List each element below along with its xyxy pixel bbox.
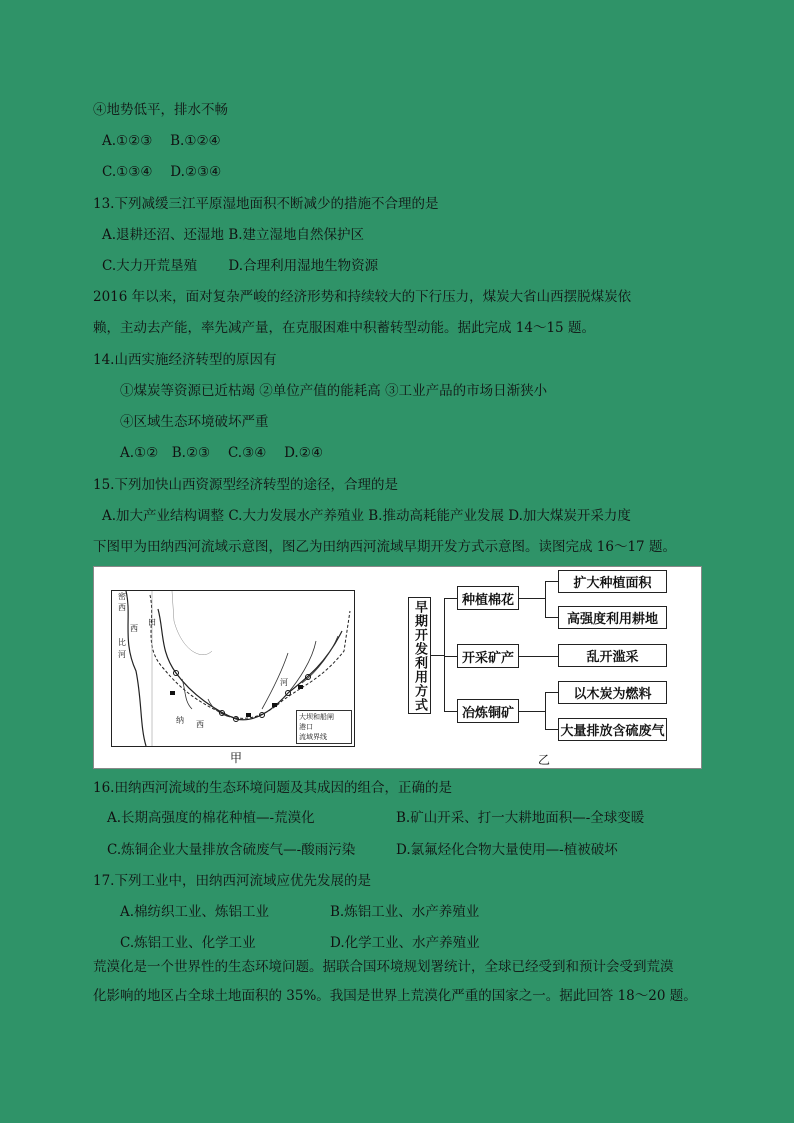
answer-choice-b: B.炼铝工业、水产养殖业: [330, 904, 480, 920]
connector: [545, 581, 546, 618]
passage-text: 赖，主动去产能，率先减产量，在克服困难中积蓄转型动能。据此完成 14～15 题。: [93, 320, 595, 336]
effect-box: 大量排放含硫废气: [558, 718, 667, 741]
connector: [444, 711, 457, 712]
connector: [519, 656, 558, 657]
effect-box: 扩大种植面积: [558, 570, 667, 593]
connector: [545, 692, 558, 693]
map-label: 比: [118, 638, 126, 647]
map-legend: [296, 710, 352, 744]
method-box: 冶炼铜矿: [457, 699, 519, 723]
passage-text: 荒漠化是一个世界性的生态环境问题。据联合国环境规划署统计，全球已经受到和预计会受到荒漠: [93, 959, 674, 975]
answer-choices: A.①② B.②③ C.③④ D.②④: [120, 445, 323, 461]
option-line: ④地势低平，排水不畅: [93, 102, 228, 118]
map-label: 河: [118, 650, 126, 659]
diagram-root-box: 早期开发利用方式: [408, 597, 431, 714]
question-16: 16.田纳西河流域的生态环境问题及其成因的组合，正确的是: [93, 780, 452, 796]
answer-choices: C.大力开荒垦殖 D.合理利用湿地生物资源: [102, 258, 379, 274]
passage-text: 2016 年以来，面对复杂严峻的经济形势和持续较大的下行压力，煤炭大省山西摆脱煤炭依: [93, 289, 632, 305]
connector: [545, 692, 546, 730]
answer-choice-d: D.化学工业、水产养殖业: [330, 935, 480, 951]
answer-choice-c: C.炼铝工业、化学工业: [120, 935, 256, 951]
answer-choice-d: D.氯氟烃化合物大量使用—-植被破坏: [396, 842, 618, 858]
connector: [431, 655, 444, 656]
question-15: 15.下列加快山西资源型经济转型的途径，合理的是: [93, 477, 398, 493]
map-label: 密: [118, 592, 126, 601]
answer-choice-a: A.长期高强度的棉花种植—-荒漠化: [107, 810, 315, 826]
answer-choices: C.①③④ D.②③④: [102, 164, 222, 180]
effect-box: 乱开滥采: [558, 644, 667, 667]
passage-text: 化影响的地区占全球土地面积的 35%。我国是世界上荒漠化严重的国家之一。据此回答 18～20 题。: [93, 988, 697, 1004]
method-box: 开采矿产: [457, 644, 519, 668]
figure-panel: [93, 566, 702, 769]
map-label: 西: [130, 624, 138, 633]
method-box: 种植棉花: [457, 586, 519, 610]
answer-choices: A.①②③ B.①②④: [102, 133, 221, 149]
effect-box: 高强度利用耕地: [558, 606, 667, 629]
legend-boundary: 流域界线: [299, 733, 327, 741]
answer-choices: A.退耕还沼、还湿地 B.建立湿地自然保护区: [102, 227, 365, 243]
question-17: 17.下列工业中，田纳西河流域应优先发展的是: [93, 873, 371, 889]
map-caption: 甲: [230, 751, 243, 765]
question-14: 14.山西实施经济转型的原因有: [93, 352, 277, 368]
connector: [519, 598, 545, 599]
legend-dam: 大坝和船闸: [299, 713, 334, 721]
answer-choices: A.加大产业结构调整 C.大力发展水产养殖业 B.推动高耗能产业发展 D.加大煤炭开采力度: [102, 508, 631, 524]
connector: [444, 598, 457, 599]
connector: [519, 711, 545, 712]
connector: [444, 598, 445, 711]
diagram-caption: 乙: [538, 753, 551, 767]
passage-text: 下图甲为田纳西河流域示意图，图乙为田纳西河流域早期开发方式示意图。读图完成 16～17 题。: [93, 539, 676, 555]
tennessee-map: [111, 590, 355, 747]
connector: [545, 729, 558, 730]
map-label: 田: [148, 618, 156, 627]
option-line: ①煤炭等资源已近枯竭 ②单位产值的能耗高 ③工业产品的市场日渐狭小: [120, 383, 548, 399]
connector: [545, 617, 558, 618]
answer-choice-a: A.棉纺织工业、炼铝工业: [120, 904, 270, 920]
map-label: 河: [280, 678, 288, 687]
map-label: 纳: [176, 716, 184, 725]
answer-choice-b: B.矿山开采、打一大耕地面积—-全球变暖: [396, 810, 645, 826]
option-line: ④区域生态环境破坏严重: [120, 414, 269, 430]
map-label: 西: [196, 720, 204, 729]
answer-choice-c: C.炼铜企业大量排放含硫废气—-酸雨污染: [107, 842, 356, 858]
connector: [444, 656, 457, 657]
map-label: 西: [118, 603, 126, 612]
effect-box: 以木炭为燃料: [558, 681, 667, 704]
legend-port: 港口: [299, 723, 313, 731]
question-13: 13.下列减缓三江平原湿地面积不断减少的措施不合理的是: [93, 196, 439, 212]
connector: [545, 581, 558, 582]
